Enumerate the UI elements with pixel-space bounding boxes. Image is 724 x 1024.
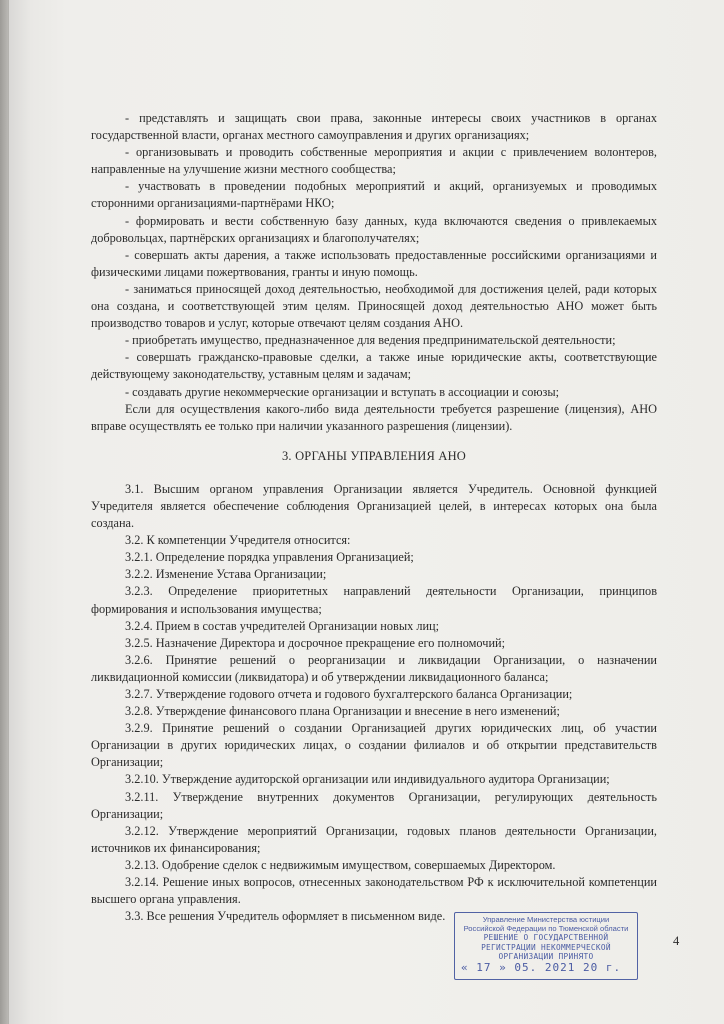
paragraph: 3.2.3. Определение приоритетных направлений деятельности Организации, принципов формирования и использования имущества; <box>91 584 657 616</box>
paragraph: - организовывать и проводить собственные мероприятия и акции с привлечением волонтеров, направленные на улучшение жизни местного сообщества; <box>91 145 657 177</box>
stamp-line: РЕГИСТРАЦИИ НЕКОММЕРЧЕСКОЙ <box>481 942 611 952</box>
paragraph: 3.2. К компетенции Учредителя относится: <box>125 533 351 548</box>
document-body <box>91 110 657 925</box>
paragraph: - создавать другие некоммерческие организации и вступать в ассоциации и союзы; <box>125 384 560 399</box>
paragraph: 3.2.9. Принятие решений о создании Организацией других юридических лиц, об участии Организации в других юридических лицах, о создании филиалов и об открытии представительств Организации; <box>91 721 657 770</box>
paragraph: - участвовать в проведении подобных мероприятий и акций, организуемых и проводимых сторонними организациями-партнёрами НКО; <box>91 179 657 211</box>
paragraph: 3.2.4. Прием в состав учредителей Организации новых лиц; <box>125 618 440 633</box>
paragraph: 3.2.6. Принятие решений о реорганизации и ликвидации Организации, о назначении ликвидационной комиссии (ликвидатора) и об утверждении ликвидационного баланса; <box>91 652 657 684</box>
paragraph: 3.2.8. Утверждение финансового плана Организации и внесение в него изменений; <box>125 704 560 719</box>
page-number: 4 <box>673 934 680 948</box>
paragraph: 3.2.14. Решение иных вопросов, отнесенных законодательством РФ к исключительной компетенции высшего органа управления. <box>91 875 657 907</box>
paragraph: 3.1. Высшим органом управления Организации является Учредитель. Основной функцией Учредителя является обеспечение соблюдения Организацией целей, в интересах которых она была создана. <box>91 481 657 531</box>
stamp-date: « 17 » 05. 2021 20 г. <box>461 961 622 975</box>
paragraph: 3.2.7. Утверждение годового отчета и годового бухгалтерского баланса Организации; <box>125 687 573 701</box>
paragraph: 3.2.13. Одобрение сделок с недвижимым имуществом, совершаемых Директором. <box>125 857 556 872</box>
governance-list <box>91 481 657 925</box>
paragraph: - совершать гражданско-правовые сделки, а также иные юридические акты, соответствующие действующему законодательству, уставным целям и задачам; <box>91 350 657 382</box>
stamp-line: Российской Федерации по Тюменской области <box>463 924 629 934</box>
stamp-line: РЕШЕНИЕ О ГОСУДАРСТВЕННОЙ <box>483 933 609 943</box>
paragraph: 3.2.2. Изменение Устава Организации; <box>125 567 327 582</box>
paragraph: 3.2.1. Определение порядка управления Организацией; <box>125 550 414 565</box>
section-heading: 3. ОРГАНЫ УПРАВЛЕНИЯ АНО <box>281 448 467 463</box>
activities-list <box>91 110 657 435</box>
paragraph: - приобретать имущество, предназначенное для ведения предпринимательской деятельности; <box>125 333 616 348</box>
paragraph: 3.3. Все решения Учредитель оформляет в письменном виде. <box>125 909 446 924</box>
registration-stamp <box>454 912 638 980</box>
paragraph: - заниматься приносящей доход деятельностью, необходимой для достижения целей, ради которых она создана, и соответствующей этим целям. Приносящей доход деятельностью АНО может быть производство товаров и услуг, которые отвечают целям создания АНО. <box>91 281 657 331</box>
paragraph: 3.2.5. Назначение Директора и досрочное прекращение его полномочий; <box>125 635 506 650</box>
paragraph: - совершать акты дарения, а также использовать предоставленные российскими организациями и физическими лицами пожертвования, гранты и иную помощь. <box>91 247 657 279</box>
paragraph: Если для осуществления какого-либо вида деятельности требуется разрешение (лицензия), АНО вправе осуществлять ее только при наличии указанного разрешения (лицензии). <box>91 401 657 433</box>
stamp-line: ОРГАНИЗАЦИИ ПРИНЯТО <box>498 951 594 961</box>
paragraph: 3.2.11. Утверждение внутренних документов Организации, регулирующих деятельность Организации; <box>91 789 657 821</box>
paragraph: - формировать и вести собственную базу данных, куда включаются сведения о привлекаемых добровольцах, партнёрских организациях и благополучателях; <box>91 213 657 245</box>
paragraph: 3.2.10. Утверждение аудиторской организации или индивидуального аудитора Организации; <box>125 772 610 787</box>
stamp-line: Управление Министерства юстиции <box>482 915 610 924</box>
paragraph: - представлять и защищать свои права, законные интересы своих участников в органах государственной власти, органах местного самоуправления и других организациях; <box>91 111 657 143</box>
paragraph: 3.2.12. Утверждение мероприятий Организации, годовых планов деятельности Организации, источников их финансирования; <box>91 823 657 855</box>
